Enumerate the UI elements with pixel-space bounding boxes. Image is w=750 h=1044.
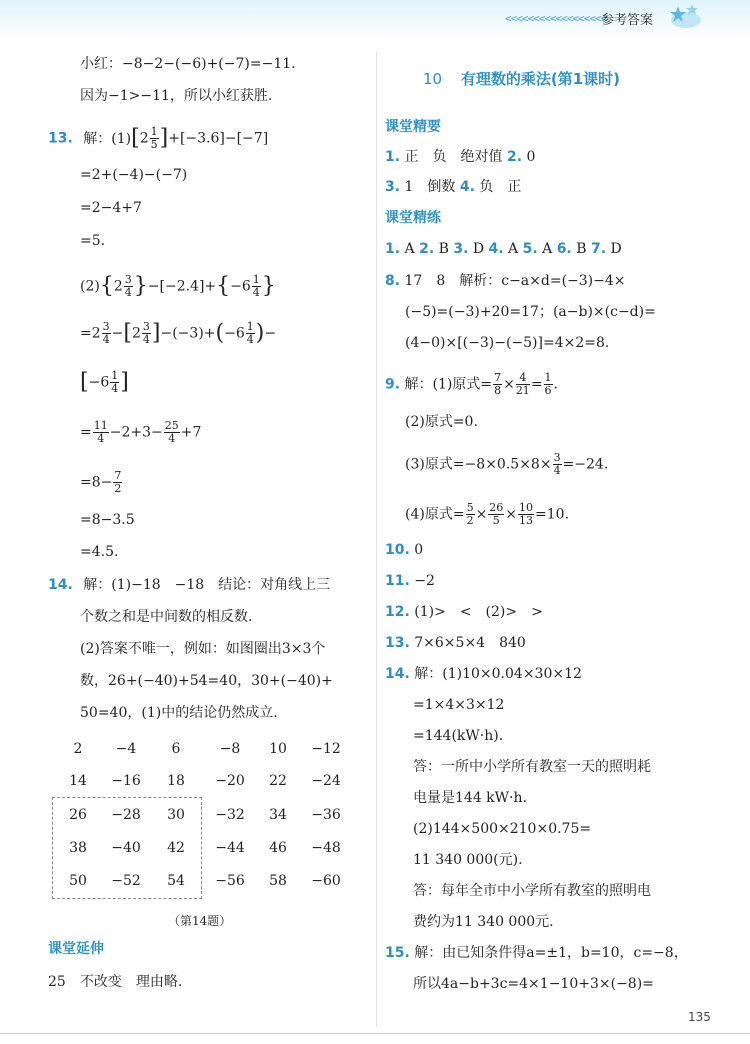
text-line: =1×4×3×12: [413, 697, 505, 713]
grid-cell: 34: [269, 807, 287, 823]
fraction: $\frac{1}{5}$: [150, 125, 158, 151]
choice-answers: [385, 240, 622, 258]
mixed-whole: 2: [139, 130, 149, 147]
question-number: 13.: [48, 130, 73, 147]
q13-part2-line5: =8− $\frac{7}{2}$: [80, 469, 122, 495]
answer-text: 解：(1)−18 −18 结论：对角线上三: [83, 577, 331, 593]
fraction: $\frac{1}{4}$: [252, 273, 260, 299]
section-heading: 课堂精要: [385, 119, 441, 135]
grid-cell: −28: [111, 807, 141, 823]
q11: 11. −2: [385, 573, 435, 589]
choice-answer: D: [468, 241, 489, 257]
text-line: (4−0)×[(−3)−(−5)]=4×2=8.: [405, 335, 610, 351]
q13-part2-line2: =2 $\frac{3}{4}$ −[2 $\frac{3}{4}$ ]−(−3)+(−6 $\frac{1}{4}$ )−: [80, 320, 277, 346]
page-header: [0, 0, 750, 40]
fraction: $\frac{3}{4}$: [102, 320, 110, 346]
text-line: =144(kW·h).: [413, 728, 504, 744]
text-line: =5.: [80, 233, 106, 249]
q12: 12. (1)> < (2)> >: [385, 604, 543, 620]
grid-cell: −60: [311, 873, 341, 889]
q9-line4: (4)原式= $\frac{5}{2}$ × $\frac{26}{5}$ × $\frac{10}{13}$ =10.: [405, 501, 570, 527]
grid-cell: 30: [167, 807, 185, 823]
grid-cell: −56: [215, 873, 245, 889]
text-line: 小红：−8−2−(−6)+(−7)=−11.: [80, 56, 296, 72]
grid-cell: −32: [215, 807, 245, 823]
expression: +[−3.6]−[−7]: [168, 130, 269, 147]
grid-cell: −16: [111, 773, 141, 789]
chapter-title: 有理数的乘法(第1课时): [460, 70, 621, 88]
chapter-number: 10: [423, 70, 443, 88]
text-line: (2)144×500×210×0.75=: [413, 821, 592, 837]
grid-cell: 50: [69, 873, 87, 889]
grid-cell: −44: [215, 840, 245, 856]
grid-cell: 26: [69, 807, 87, 823]
text-line: (2)答案不唯一，例如：如图圈出3×3个: [80, 641, 326, 657]
q14-line1: 14. 解：(1)10×0.04×30×12: [385, 666, 582, 682]
q13-part2-line3: [−6 $\frac{1}{4}$ ]: [80, 369, 129, 395]
choice-number: 6.: [556, 241, 572, 257]
header-chevrons: <<<<<<<<<<<<<<<<<<: [505, 12, 607, 25]
text-line: 个数之和是中间数的相反数.: [80, 609, 253, 625]
text-line: 所以4a−b+3c=4×1−10+3×(−8)=: [413, 976, 654, 992]
text-line: =4.5.: [80, 544, 119, 560]
choice-number: 7.: [590, 241, 607, 257]
grid-cell: 10: [269, 741, 287, 757]
choice-number: 2.: [419, 241, 435, 257]
choice-answer: A: [537, 241, 557, 257]
choice-answer: B: [434, 241, 454, 257]
text-line: =8−3.5: [80, 512, 135, 528]
fraction: $\frac{25}{4}$: [164, 419, 179, 445]
grid-cell: 22: [269, 773, 287, 789]
choice-number: 4.: [488, 241, 504, 257]
grid-cell: −24: [311, 773, 341, 789]
text-line: =2−4+7: [80, 200, 142, 216]
answer-line: 3. 1 倒数 4. 负 正: [385, 179, 522, 195]
grid-cell: −40: [111, 840, 141, 856]
text-line: 25 不改变 理由略.: [48, 974, 183, 990]
fraction: $\frac{3}{4}$: [124, 273, 132, 299]
choice-answer: B: [571, 241, 591, 257]
text-line: 50=40，(1)中的结论仍然成立.: [80, 705, 278, 721]
q14-line1: [48, 576, 330, 594]
text-line: =2+(−4)−(−7): [80, 167, 188, 183]
section-heading: 课堂精练: [385, 210, 441, 226]
grid-cell: −4: [115, 741, 137, 757]
figure-caption: （第14题）: [168, 914, 232, 928]
choice-answer: D: [606, 241, 622, 257]
page-footer: [0, 1033, 750, 1044]
fraction: $\frac{7}{2}$: [114, 469, 122, 495]
text-line: 11 340 000(元).: [413, 852, 523, 868]
column-divider: [376, 52, 377, 1027]
choice-number: 1.: [385, 241, 401, 257]
choice-answer: A: [400, 241, 420, 257]
q15-line1: 15. 解：由已知条件得a=±1，b=10，c=−8，: [385, 945, 688, 961]
choice-number: 5.: [522, 241, 538, 257]
grid-cell: −12: [311, 741, 341, 757]
fraction: $\frac{1}{4}$: [111, 369, 119, 395]
grid-cell: 2: [73, 741, 83, 757]
text-line: (−5)=(−3)+20=17；(a−b)×(c−d)=: [405, 304, 656, 320]
text-line: 答：每年全市中小学所有教室的照明电: [413, 883, 651, 899]
grid-cell: 54: [167, 873, 185, 889]
grid-cell: −8: [219, 741, 241, 757]
q13-part2-line4: = $\frac{11}{4}$ −2+3− $\frac{25}{4}$ +7: [80, 419, 202, 445]
text-line: 因为−1>−11，所以小红获胜.: [80, 88, 273, 104]
text-line: 数，26+(−40)+54=40，30+(−40)+: [80, 673, 333, 689]
grid-cell: 18: [167, 773, 185, 789]
text-line: (2)原式=0.: [405, 414, 478, 430]
q9-line3: (3)原式=−8×0.5×8× $\frac{3}{4}$ =−24.: [405, 451, 609, 477]
grid-cell: −20: [215, 773, 245, 789]
q10: 10. 0: [385, 542, 424, 558]
header-title: 参考答案: [601, 13, 654, 28]
grid-cell: −48: [311, 840, 341, 856]
grid-cell: 58: [269, 873, 287, 889]
text-line: 答：一所中小学所有教室一天的照明耗: [413, 759, 651, 775]
q13-part2-line1: (2){2 $\frac{3}{4}$ }−[−2.4]+{−6 $\frac{1}{4}$ }: [80, 273, 276, 299]
star-cloud-icon: [668, 2, 702, 32]
choice-answer: A: [503, 241, 523, 257]
grid-cell: −52: [111, 873, 141, 889]
choice-number: 3.: [453, 241, 469, 257]
fraction: $\frac{3}{4}$: [142, 320, 150, 346]
q8-line1: 8. 17 8 解析：c−a×d=(−3)−4×: [385, 273, 626, 289]
grid-cell: 46: [269, 840, 287, 856]
answer-line: 1. 正 负 绝对值 2. 0: [385, 149, 536, 165]
q9-line1: 9. 解：(1)原式= $\frac{7}{8}$ × $\frac{4}{21}$ = $\frac{1}{6}$ .: [385, 371, 558, 397]
grid-cell: 42: [167, 840, 185, 856]
fraction: $\frac{11}{4}$: [93, 419, 108, 445]
q13-line1: 13. 解：(1)[2 $\frac{1}{5}$ ]+[−3.6]−[−7]: [48, 125, 269, 151]
grid-cell: 38: [69, 840, 87, 856]
grid-cell: −36: [311, 807, 341, 823]
answer-label: 解：(1): [83, 130, 132, 147]
chapter-heading: [423, 70, 620, 88]
grid-cell: 14: [69, 773, 87, 789]
section-heading: 课堂延伸: [48, 941, 104, 957]
page-number: 135: [688, 1010, 711, 1024]
text-line: 费约为11 340 000元.: [413, 914, 554, 930]
grid-cell: 6: [171, 741, 181, 757]
text-line: 电量是144 kW·h.: [413, 790, 527, 806]
q13: 13. 7×6×5×4 840: [385, 635, 526, 651]
question-number: 14.: [48, 577, 73, 593]
fraction: $\frac{1}{4}$: [246, 320, 254, 346]
